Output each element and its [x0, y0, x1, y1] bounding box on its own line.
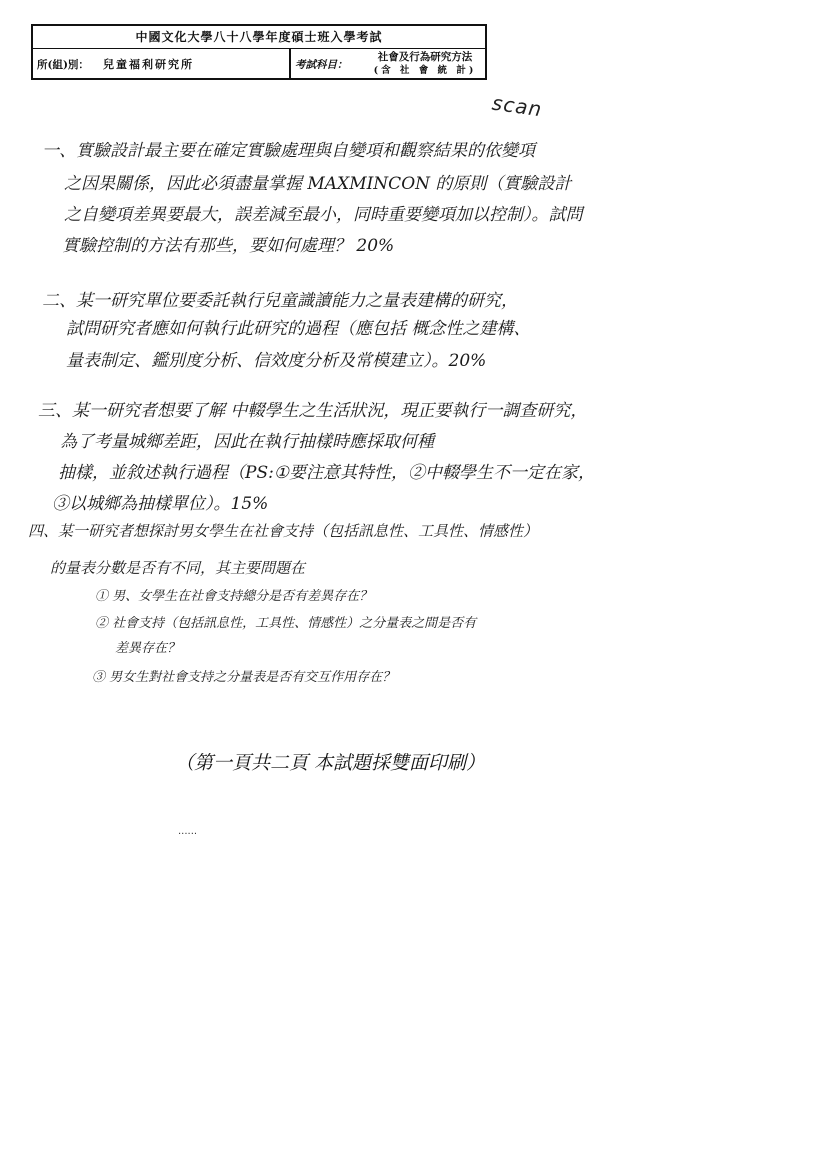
question-1-line-3: 之自變項差異要最大，誤差減至最小，同時重要變項加以控制）。試問	[64, 205, 583, 225]
question-1-line-2: 之因果關係，因此必須盡量掌握 MAXMINCON 的原則（實驗設計	[64, 174, 572, 194]
scan-annotation: scan	[490, 90, 544, 122]
department-label: 所(組)別：	[37, 58, 89, 71]
question-2-line-2: 試問研究者應如何執行此研究的過程（應包括 概念性之建構、	[66, 319, 531, 339]
question-3-line-2: 為了考量城鄉差距，因此在執行抽樣時應採取何種	[60, 432, 434, 452]
subject-value-block	[363, 48, 487, 80]
subject-value: 社會及行為研究方法	[377, 51, 473, 63]
question-4-intro-line-1: 四、某一研究者想探討男女學生在社會支持（包括訊息性、工具性、情感性）	[28, 522, 539, 540]
exam-header-table	[31, 24, 487, 80]
dash-mark: ......	[178, 826, 198, 837]
question-4-intro-line-2: 的量表分數是否有不同，其主要問題在	[50, 559, 306, 577]
question-1-line-1: 一、實驗設計最主要在確定實驗處理與自變項和觀察結果的依變項	[42, 141, 535, 161]
question-3-line-3: 抽樣，並敘述執行過程（PS:①要注意其特性，②中輟學生不一定在家，	[58, 463, 596, 483]
question-1-line-4: 實驗控制的方法有那些，要如何處理？ 20%	[62, 236, 395, 256]
question-4-sub-item-2: ② 社會支持（包括訊息性，工具性、情感性）之分量表之間是否有	[95, 616, 477, 631]
question-3-line-1: 三、某一研究者想要了解 中輟學生之生活狀況，現正要執行一調查研究，	[38, 401, 588, 421]
cell-divider	[289, 48, 291, 80]
question-4-sub-item-1: ① 男、女學生在社會支持總分是否有差異存在？	[95, 589, 373, 604]
question-2-line-3: 量表制定、鑑別度分析、信效度分析及常模建立）。20%	[66, 351, 487, 371]
question-3-line-4: ③以城鄉為抽樣單位）。15%	[52, 494, 269, 514]
exam-info-row	[33, 48, 485, 80]
subject-subtitle: (含 社 會 統 計)	[373, 65, 477, 76]
department-value: 兒童福利研究所	[103, 58, 194, 71]
question-2-line-1: 二、某一研究單位要委託執行兒童識讀能力之量表建構的研究，	[42, 291, 518, 311]
page-number-note: （第一頁共二頁 本試題採雙面印刷）	[175, 752, 486, 774]
question-4-sub-item-2-cont: 差異存在？	[115, 641, 181, 656]
exam-title: 中國文化大學八十八學年度碩士班入學考試	[33, 26, 485, 49]
subject-label: 考試科目：	[295, 58, 348, 71]
question-4-sub-item-3: ③ 男女生對社會支持之分量表是否有交互作用存在？	[92, 670, 396, 685]
